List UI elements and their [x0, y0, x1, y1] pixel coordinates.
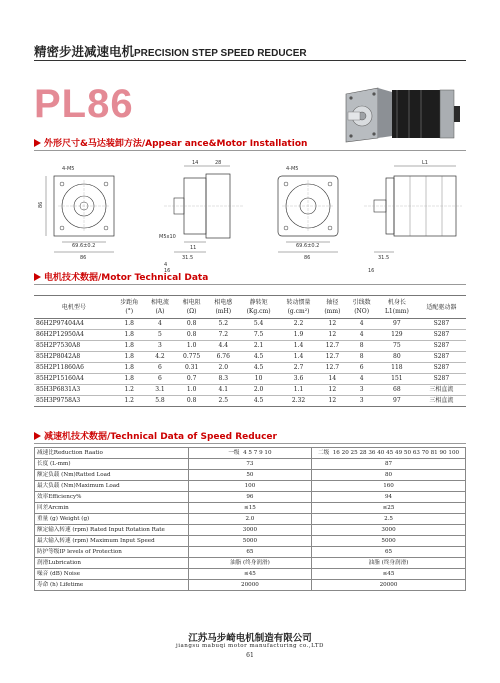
column-header: 轴径 (mm) — [319, 296, 347, 319]
column-header: 相电流 (A) — [145, 296, 176, 319]
table-cell: S287 — [417, 319, 466, 330]
table-cell: 12.7 — [319, 363, 347, 374]
drawing-label: 16 — [164, 268, 171, 273]
section-rule — [34, 443, 466, 444]
table-cell: 5.4 — [239, 319, 279, 330]
table-cell: 3 — [346, 396, 377, 407]
table-header-row — [34, 296, 466, 319]
table-cell: 86H2P12950A4 — [34, 330, 114, 341]
table-cell: 5.8 — [145, 396, 176, 407]
one-stage-value: ≤15 — [188, 503, 311, 514]
table-cell: 4 — [346, 319, 377, 330]
table-cell: 75 — [377, 341, 417, 352]
row-label: 最大输入转速 (rpm) Maximum Input Speed — [35, 536, 189, 547]
table-row — [34, 385, 466, 396]
table-row — [35, 558, 466, 569]
drawing-label: 4 — [164, 262, 168, 268]
one-stage-value: 73 — [188, 459, 311, 470]
section-heading-installation — [34, 136, 466, 150]
table-row — [35, 536, 466, 547]
table-cell: 4.1 — [208, 385, 239, 396]
table-cell: 97 — [377, 319, 417, 330]
table-cell: 0.8 — [175, 319, 208, 330]
one-stage-ratios: 一级 4 5 7 9 10 — [188, 448, 311, 459]
table-cell: 5.2 — [208, 319, 239, 330]
column-header: 转动惯量 (g.cm²) — [279, 296, 319, 319]
table-cell: 1.1 — [279, 385, 319, 396]
column-header: 相电阻 (Ω) — [175, 296, 208, 319]
table-row — [35, 448, 466, 459]
column-header: 适配驱动器 — [417, 296, 466, 319]
table-cell: 86H2P97404A4 — [34, 319, 114, 330]
gearbox-side-view — [164, 166, 244, 252]
section-rule — [34, 284, 466, 285]
page-number: 61 — [246, 652, 254, 659]
table-cell: 151 — [377, 374, 417, 385]
table-row — [35, 580, 466, 591]
table-cell: 1.2 — [114, 385, 145, 396]
drawing-label: 11 — [190, 245, 197, 251]
table-cell: S287 — [417, 341, 466, 352]
table-cell: 4 — [145, 319, 176, 330]
row-label: 噪音 (dB) Noise — [35, 569, 189, 580]
table-cell: 5 — [145, 330, 176, 341]
table-cell: 85H3P9758A3 — [34, 396, 114, 407]
table-row — [34, 330, 466, 341]
table-row — [35, 569, 466, 580]
column-header: 步距角 (°) — [114, 296, 145, 319]
two-stage-value: 160 — [312, 481, 466, 492]
table-cell: 8 — [346, 352, 377, 363]
table-cell: 0.7 — [175, 374, 208, 385]
one-stage-value: 5000 — [188, 536, 311, 547]
two-stage-value: 65 — [312, 547, 466, 558]
table-row — [35, 459, 466, 470]
table-cell: 1.8 — [114, 374, 145, 385]
table-cell: 4.5 — [239, 352, 279, 363]
table-cell: 1.8 — [114, 352, 145, 363]
table-row — [35, 503, 466, 514]
table-cell: 85H2P11860A6 — [34, 363, 114, 374]
section-bullet-icon — [34, 273, 41, 281]
gearbox-front-view — [38, 176, 114, 252]
drawing-label: 69.6±0.2 — [72, 243, 96, 249]
two-stage-value: 5000 — [312, 536, 466, 547]
table-cell: 85H3P6831A3 — [34, 385, 114, 396]
drawing-label: 14 — [192, 160, 199, 166]
table-cell: 4 — [346, 330, 377, 341]
table-row — [34, 374, 466, 385]
title-cn: 精密步进减速电机 — [34, 44, 135, 59]
one-stage-value: 3000 — [188, 525, 311, 536]
drawing-label: 86 — [304, 255, 311, 261]
page-title — [34, 42, 307, 60]
one-stage-value: 2.0 — [188, 514, 311, 525]
table-cell: 1.8 — [114, 341, 145, 352]
table-cell: 8.3 — [208, 374, 239, 385]
title-en: PRECISION STEP SPEED REDUCER — [134, 48, 307, 59]
column-header: 电机型号 — [34, 296, 114, 319]
two-stage-value: 94 — [312, 492, 466, 503]
table-cell: 1.8 — [114, 319, 145, 330]
row-label: 长度 (L-mm) — [35, 459, 189, 470]
two-stage-value: 3000 — [312, 525, 466, 536]
drawing-label: 4-M5 — [62, 166, 75, 172]
one-stage-value: 油脂 (终身润滑) — [188, 558, 311, 569]
table-cell: 1.8 — [114, 363, 145, 374]
table-cell: 12.7 — [319, 352, 347, 363]
section-title: 电机技术数据/Motor Technical Data — [44, 273, 209, 283]
row-label: 效率Efficiency% — [35, 492, 189, 503]
table-cell: S287 — [417, 374, 466, 385]
table-cell: 1.4 — [279, 352, 319, 363]
table-cell: 12 — [319, 385, 347, 396]
table-cell: 3 — [145, 341, 176, 352]
table-row — [35, 547, 466, 558]
drawing-label: 69.6±0.2 — [296, 243, 320, 249]
one-stage-value: 20000 — [188, 580, 311, 591]
table-cell: 2.1 — [239, 341, 279, 352]
two-stage-value: ≤45 — [312, 569, 466, 580]
title-rule — [34, 60, 466, 61]
table-cell: 4.4 — [208, 341, 239, 352]
table-cell: 1.8 — [114, 330, 145, 341]
motor-data-table — [34, 295, 466, 407]
column-header: 静转矩 (Kg.cm) — [239, 296, 279, 319]
two-stage-value: 87 — [312, 459, 466, 470]
drawing-label: L1 — [422, 160, 428, 166]
table-cell: 12 — [319, 319, 347, 330]
table-cell: 0.775 — [175, 352, 208, 363]
table-cell: 4.2 — [145, 352, 176, 363]
one-stage-value: ≤45 — [188, 569, 311, 580]
table-cell: 4.5 — [239, 396, 279, 407]
section-heading-reducer-data — [34, 429, 466, 443]
section-title: 外形尺寸&马达装卸方法/Appear ance&Motor Installation — [44, 139, 308, 149]
one-stage-value: 96 — [188, 492, 311, 503]
column-header: 机身长 L1(mm) — [377, 296, 417, 319]
table-cell: 4 — [346, 374, 377, 385]
table-cell: 三相直流 — [417, 396, 466, 407]
table-cell: 3 — [346, 385, 377, 396]
column-header: 引线数 (NO) — [346, 296, 377, 319]
table-cell: 85H2P7530A8 — [34, 341, 114, 352]
table-cell: 12 — [319, 396, 347, 407]
row-label: 防护等级IP levels of Protection — [35, 547, 189, 558]
table-cell: 三相直流 — [417, 385, 466, 396]
table-cell: 1.2 — [114, 396, 145, 407]
table-cell: S287 — [417, 363, 466, 374]
table-cell: 12 — [319, 330, 347, 341]
table-cell: 97 — [377, 396, 417, 407]
technical-drawings — [34, 158, 466, 273]
table-cell: S287 — [417, 352, 466, 363]
company-name-en: jiangsu mabuqi motor manufacturing co.,LTD — [176, 643, 324, 649]
svg-text:86: 86 — [38, 201, 44, 208]
table-row — [34, 352, 466, 363]
table-cell: 6.76 — [208, 352, 239, 363]
model-name: PL86 — [34, 82, 134, 126]
table-cell: 7.5 — [239, 330, 279, 341]
table-cell: 3.1 — [145, 385, 176, 396]
one-stage-value: 65 — [188, 547, 311, 558]
table-cell: 2.0 — [208, 363, 239, 374]
table-cell: 0.8 — [175, 396, 208, 407]
table-cell: 12.7 — [319, 341, 347, 352]
section-title: 减速机技术数据/Technical Data of Speed Reducer — [44, 432, 277, 442]
table-cell: 8 — [346, 341, 377, 352]
table-row — [35, 525, 466, 536]
table-cell: 1.0 — [175, 385, 208, 396]
two-stage-value: 20000 — [312, 580, 466, 591]
table-cell: S287 — [417, 330, 466, 341]
table-cell: 4.5 — [239, 363, 279, 374]
row-label: 润滑Lubrication — [35, 558, 189, 569]
row-label: 重量 (g) Weight (g) — [35, 514, 189, 525]
section-bullet-icon — [34, 139, 41, 147]
table-cell: 6 — [145, 363, 176, 374]
row-label: 最大负载 (Nm)Maximum Load — [35, 481, 189, 492]
table-row — [34, 319, 466, 330]
table-cell: 6 — [346, 363, 377, 374]
row-label: 回差Arcmin — [35, 503, 189, 514]
table-cell: 80 — [377, 352, 417, 363]
drawing-label: 31.5 — [182, 255, 194, 261]
table-cell: 0.31 — [175, 363, 208, 374]
reducer-data-table — [34, 447, 466, 591]
table-row — [35, 470, 466, 481]
row-label: 寿命 (h) Lifetime — [35, 580, 189, 591]
section-bullet-icon — [34, 432, 41, 440]
table-cell: 2.0 — [239, 385, 279, 396]
drawing-label: M5x10 — [159, 234, 176, 240]
company-name-cn: 江苏马步崎电机制造有限公司 — [188, 633, 312, 644]
table-cell: 129 — [377, 330, 417, 341]
row-label: 额定输入转速 (rpm) Rated Input Rotation Rate — [35, 525, 189, 536]
table-cell: 1.4 — [279, 341, 319, 352]
drawing-label: 28 — [215, 160, 222, 166]
two-stage-ratios: 二级 16 20 25 28 36 40 45 49 50 63 70 81 90 100 — [312, 448, 466, 459]
section-heading-motor-data — [34, 270, 466, 284]
motor-front-view — [278, 176, 338, 252]
two-stage-value: 80 — [312, 470, 466, 481]
table-row — [34, 341, 466, 352]
two-stage-value: ≤25 — [312, 503, 466, 514]
drawing-label: 16 — [368, 268, 375, 273]
table-row — [35, 481, 466, 492]
two-stage-value: 2.5 — [312, 514, 466, 525]
section-rule — [34, 150, 466, 151]
drawing-label: 4-M5 — [286, 166, 299, 172]
table-row — [35, 492, 466, 503]
table-cell: 118 — [377, 363, 417, 374]
table-row — [34, 396, 466, 407]
table-cell: 14 — [319, 374, 347, 385]
row-label: 额定负载 (Nm)Ratted Load — [35, 470, 189, 481]
table-cell: 85H2P15160A4 — [34, 374, 114, 385]
motor-side-view — [364, 166, 462, 252]
two-stage-value: 油脂 (终身润滑) — [312, 558, 466, 569]
table-row — [34, 363, 466, 374]
table-cell: 2.32 — [279, 396, 319, 407]
table-cell: 1.0 — [175, 341, 208, 352]
table-cell: 10 — [239, 374, 279, 385]
column-header: 相电感 (mH) — [208, 296, 239, 319]
drawing-label: 86 — [80, 255, 87, 261]
table-cell: 1.9 — [279, 330, 319, 341]
one-stage-value: 50 — [188, 470, 311, 481]
table-cell: 68 — [377, 385, 417, 396]
table-cell: 2.5 — [208, 396, 239, 407]
table-cell: 2.2 — [279, 319, 319, 330]
row-label: 减速比Reduction Raatio — [35, 448, 189, 459]
table-cell: 7.2 — [208, 330, 239, 341]
table-cell: 6 — [145, 374, 176, 385]
table-row — [35, 514, 466, 525]
table-cell: 85H2P8042A8 — [34, 352, 114, 363]
one-stage-value: 100 — [188, 481, 311, 492]
table-cell: 2.7 — [279, 363, 319, 374]
table-cell: 0.8 — [175, 330, 208, 341]
drawing-label: 31.5 — [378, 255, 390, 261]
table-cell: 3.6 — [279, 374, 319, 385]
